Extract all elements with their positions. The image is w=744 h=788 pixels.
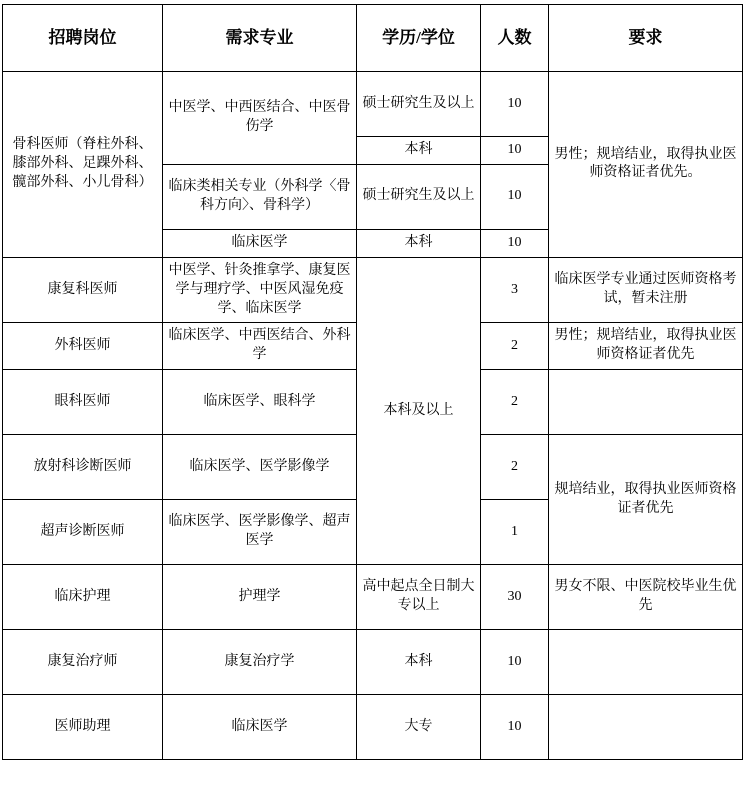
- cell-requirement: 男性；规培结业，取得执业医师资格证者优先。: [549, 72, 743, 258]
- cell-requirement: [549, 630, 743, 695]
- cell-position: 眼科医师: [3, 370, 163, 435]
- cell-major: 护理学: [163, 565, 357, 630]
- cell-major: 临床医学、眼科学: [163, 370, 357, 435]
- column-header-number: 人数: [481, 5, 549, 72]
- cell-requirement: 男女不限、中医院校毕业生优先: [549, 565, 743, 630]
- cell-requirement: 临床医学专业通过医师资格考试，暂未注册: [549, 257, 743, 323]
- cell-position: 康复治疗师: [3, 630, 163, 695]
- cell-position: 骨科医师（脊柱外科、膝部外科、足踝外科、髋部外科、小儿骨科）: [3, 72, 163, 258]
- cell-degree: 本科及以上: [357, 257, 481, 564]
- cell-number: 10: [481, 695, 549, 760]
- cell-number: 10: [481, 137, 549, 165]
- cell-requirement: [549, 695, 743, 760]
- table-row: [3, 630, 743, 695]
- cell-requirement: [549, 370, 743, 435]
- cell-degree: 硕士研究生及以上: [357, 164, 481, 229]
- table-row: [3, 257, 743, 323]
- table-header: [3, 5, 743, 72]
- cell-number: 10: [481, 630, 549, 695]
- column-header-position: 招聘岗位: [3, 5, 163, 72]
- cell-degree: 高中起点全日制大专以上: [357, 565, 481, 630]
- cell-major: 临床类相关专业（外科学〈骨科方向〉、骨科学）: [163, 164, 357, 229]
- table-row: [3, 695, 743, 760]
- cell-number: 1: [481, 500, 549, 565]
- cell-major: 康复治疗学: [163, 630, 357, 695]
- table-row: [3, 72, 743, 137]
- cell-position: 外科医师: [3, 323, 163, 370]
- cell-major: 临床医学、医学影像学: [163, 435, 357, 500]
- cell-major: 临床医学: [163, 695, 357, 760]
- recruitment-table: [2, 4, 743, 760]
- column-header-degree: 学历/学位: [357, 5, 481, 72]
- cell-number: 10: [481, 164, 549, 229]
- cell-degree: 本科: [357, 229, 481, 257]
- table-header-row: [3, 5, 743, 72]
- cell-degree: 本科: [357, 630, 481, 695]
- cell-degree: 硕士研究生及以上: [357, 72, 481, 137]
- cell-position: 医师助理: [3, 695, 163, 760]
- cell-number: 2: [481, 323, 549, 370]
- cell-major: 临床医学: [163, 229, 357, 257]
- cell-requirement: 男性；规培结业，取得执业医师资格证者优先: [549, 323, 743, 370]
- cell-number: 2: [481, 370, 549, 435]
- table-row: [3, 565, 743, 630]
- cell-requirement: 规培结业，取得执业医师资格证者优先: [549, 435, 743, 565]
- cell-major: 临床医学、医学影像学、超声医学: [163, 500, 357, 565]
- cell-number: 10: [481, 72, 549, 137]
- cell-major: 临床医学、中西医结合、外科学: [163, 323, 357, 370]
- cell-position: 康复科医师: [3, 257, 163, 323]
- cell-position: 放射科诊断医师: [3, 435, 163, 500]
- column-header-major: 需求专业: [163, 5, 357, 72]
- cell-number: 10: [481, 229, 549, 257]
- cell-number: 2: [481, 435, 549, 500]
- cell-major: 中医学、针灸推拿学、康复医学与理疗学、中医风湿免疫学、临床医学: [163, 257, 357, 323]
- cell-position: 超声诊断医师: [3, 500, 163, 565]
- cell-number: 3: [481, 257, 549, 323]
- cell-degree: 大专: [357, 695, 481, 760]
- column-header-requirement: 要求: [549, 5, 743, 72]
- cell-degree: 本科: [357, 137, 481, 165]
- cell-position: 临床护理: [3, 565, 163, 630]
- cell-major: 中医学、中西医结合、中医骨伤学: [163, 72, 357, 165]
- cell-number: 30: [481, 565, 549, 630]
- table-body: [3, 72, 743, 760]
